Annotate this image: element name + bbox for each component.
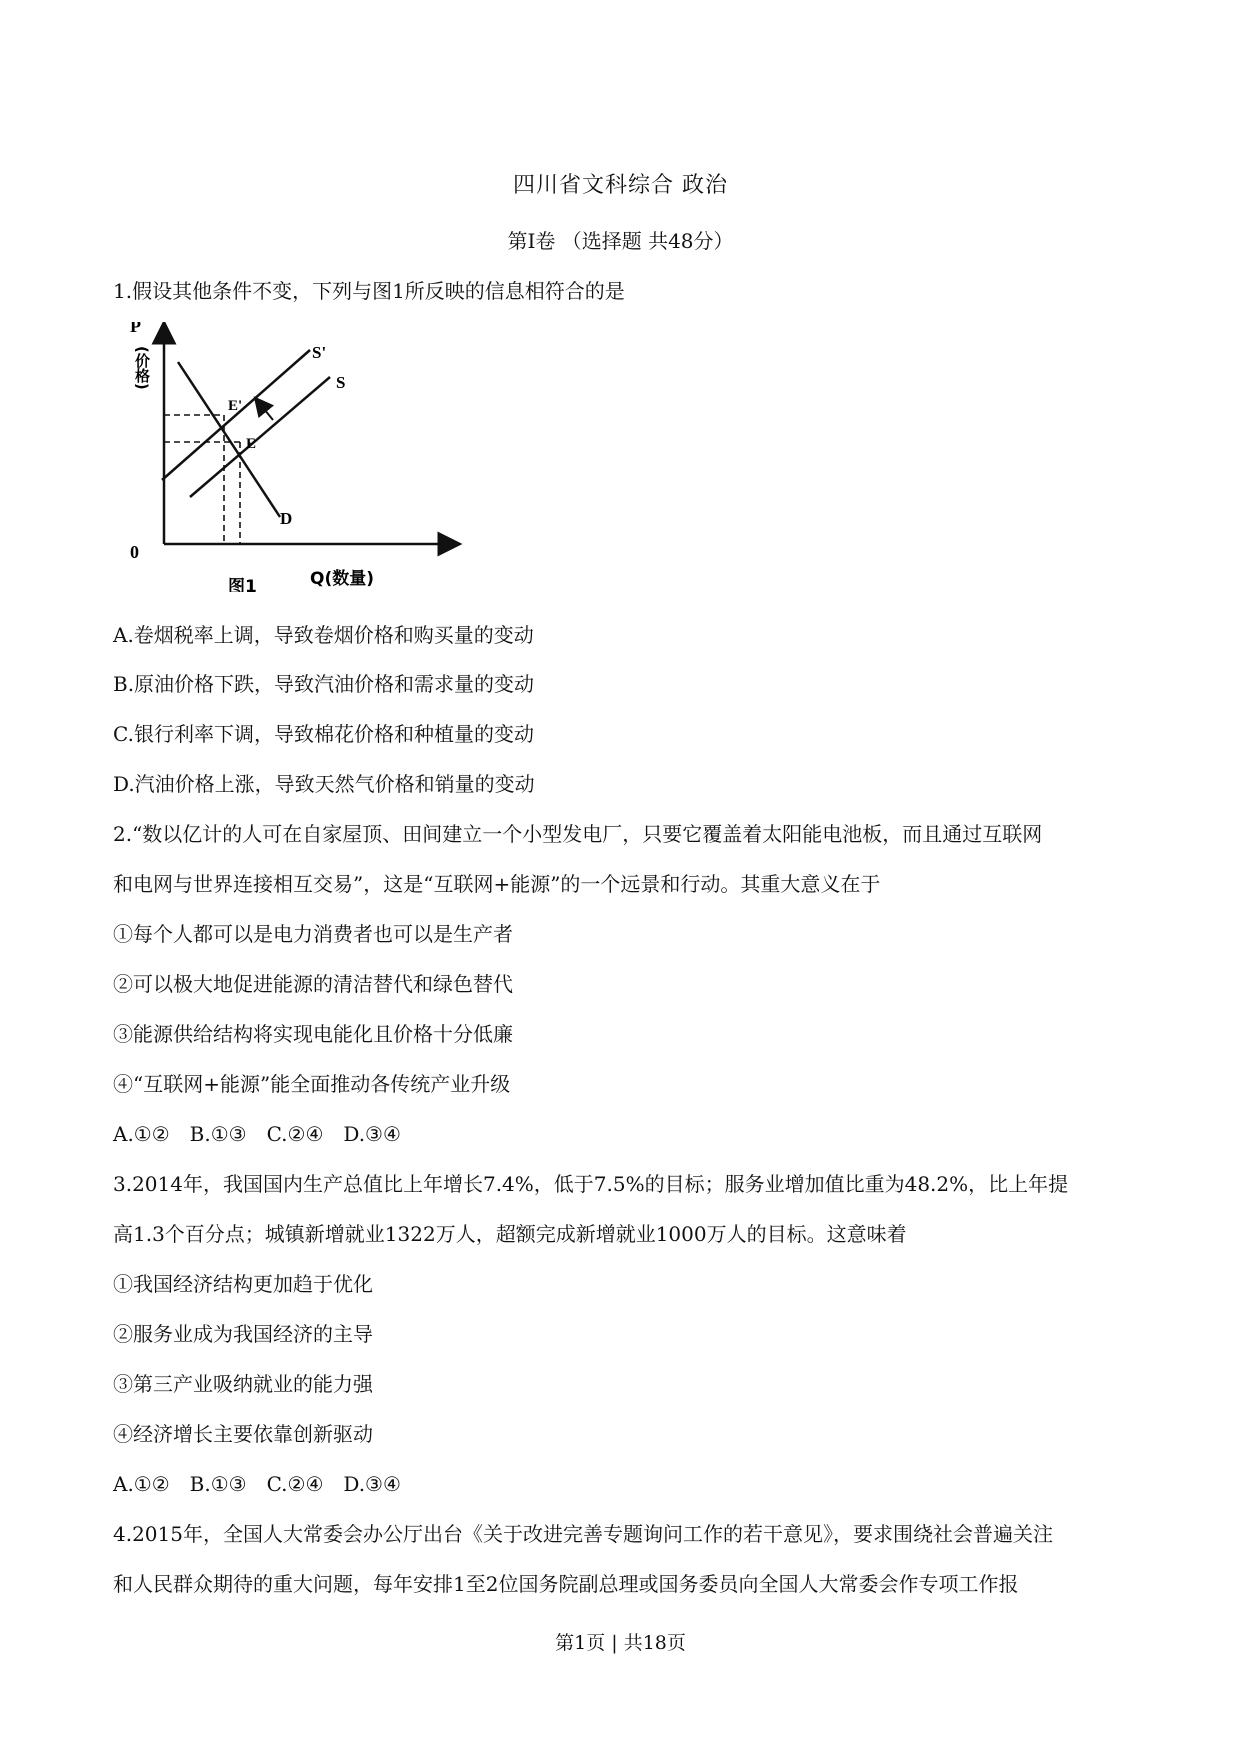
d-label: D	[280, 509, 293, 528]
figure-caption: 图1	[228, 577, 257, 592]
question-1-option-a: A.卷烟税率上调，导致卷烟价格和购买量的变动	[113, 623, 534, 647]
question-4-stem-line-1: 4.2015年，全国人大常委会办公厅出台《关于改进完善专题询问工作的若干意见》，要求围绕社会普遍关注	[113, 1522, 1053, 1546]
question-3-item-4: ④经济增长主要依靠创新驱动	[113, 1422, 373, 1446]
question-2-item-3: ③能源供给结构将实现电能化且价格十分低廉	[113, 1022, 513, 1046]
supply-demand-figure	[130, 322, 470, 592]
question-2-item-1: ①每个人都可以是电力消费者也可以是生产者	[113, 922, 513, 946]
shift-arrow	[260, 404, 273, 420]
e-prime-label: E'	[228, 398, 243, 414]
s-label: S	[336, 373, 346, 392]
question-3-stem-line-1: 3.2014年，我国国内生产总值比上年增长7.4%，低于7.5%的目标；服务业增加值比重为48.2%，比上年提	[113, 1172, 1069, 1196]
question-1-option-c: C.银行利率下调，导致棉花价格和种植量的变动	[113, 722, 534, 746]
y-axis-letter: P	[130, 322, 141, 336]
question-3-item-2: ②服务业成为我国经济的主导	[113, 1322, 373, 1346]
question-2-choices: A.①② B.①③ C.②④ D.③④	[113, 1122, 401, 1146]
origin-label: 0	[130, 542, 139, 562]
question-1-stem: 1.假设其他条件不变，下列与图1所反映的信息相符合的是	[113, 279, 625, 303]
figure-1-graph	[130, 322, 470, 592]
question-3-choices: A.①② B.①③ C.②④ D.③④	[113, 1472, 401, 1496]
y-axis-label: (价格)	[133, 346, 151, 390]
question-3-stem-line-2: 高1.3个百分点；城镇新增就业1322万人，超额完成新增就业1000万人的目标。这意味着	[113, 1222, 907, 1246]
question-4-stem-line-2: 和人民群众期待的重大问题，每年安排1至2位国务院副总理或国务委员向全国人大常委会作专项工作报	[113, 1572, 1019, 1596]
question-1-option-b: B.原油价格下跌，导致汽油价格和需求量的变动	[113, 672, 535, 696]
page-title: 四川省文科综合 政治	[513, 173, 728, 198]
question-1-option-d: D.汽油价格上涨，导致天然气价格和销量的变动	[113, 772, 535, 796]
question-2-item-2: ②可以极大地促进能源的清洁替代和绿色替代	[113, 972, 513, 996]
x-axis-label: Q(数量)	[310, 569, 374, 589]
s-prime-label: S'	[312, 343, 327, 362]
page-footer: 第1页 | 共18页	[555, 1632, 686, 1654]
question-3-item-3: ③第三产业吸纳就业的能力强	[113, 1372, 373, 1396]
question-2-item-4: ④“互联网+能源”能全面推动各传统产业升级	[113, 1072, 511, 1096]
e-label: E	[246, 436, 257, 452]
question-2-stem-line-2: 和电网与世界连接相互交易”，这是“互联网+能源”的一个远景和行动。其重大意义在于	[113, 872, 881, 896]
question-3-item-1: ①我国经济结构更加趋于优化	[113, 1272, 373, 1296]
section-title: 第Ⅰ卷 （选择题 共48分）	[507, 229, 734, 253]
question-2-stem-line-1: 2.“数以亿计的人可在自家屋顶、田间建立一个小型发电厂，只要它覆盖着太阳能电池板，而且通过互联网	[113, 822, 1043, 846]
